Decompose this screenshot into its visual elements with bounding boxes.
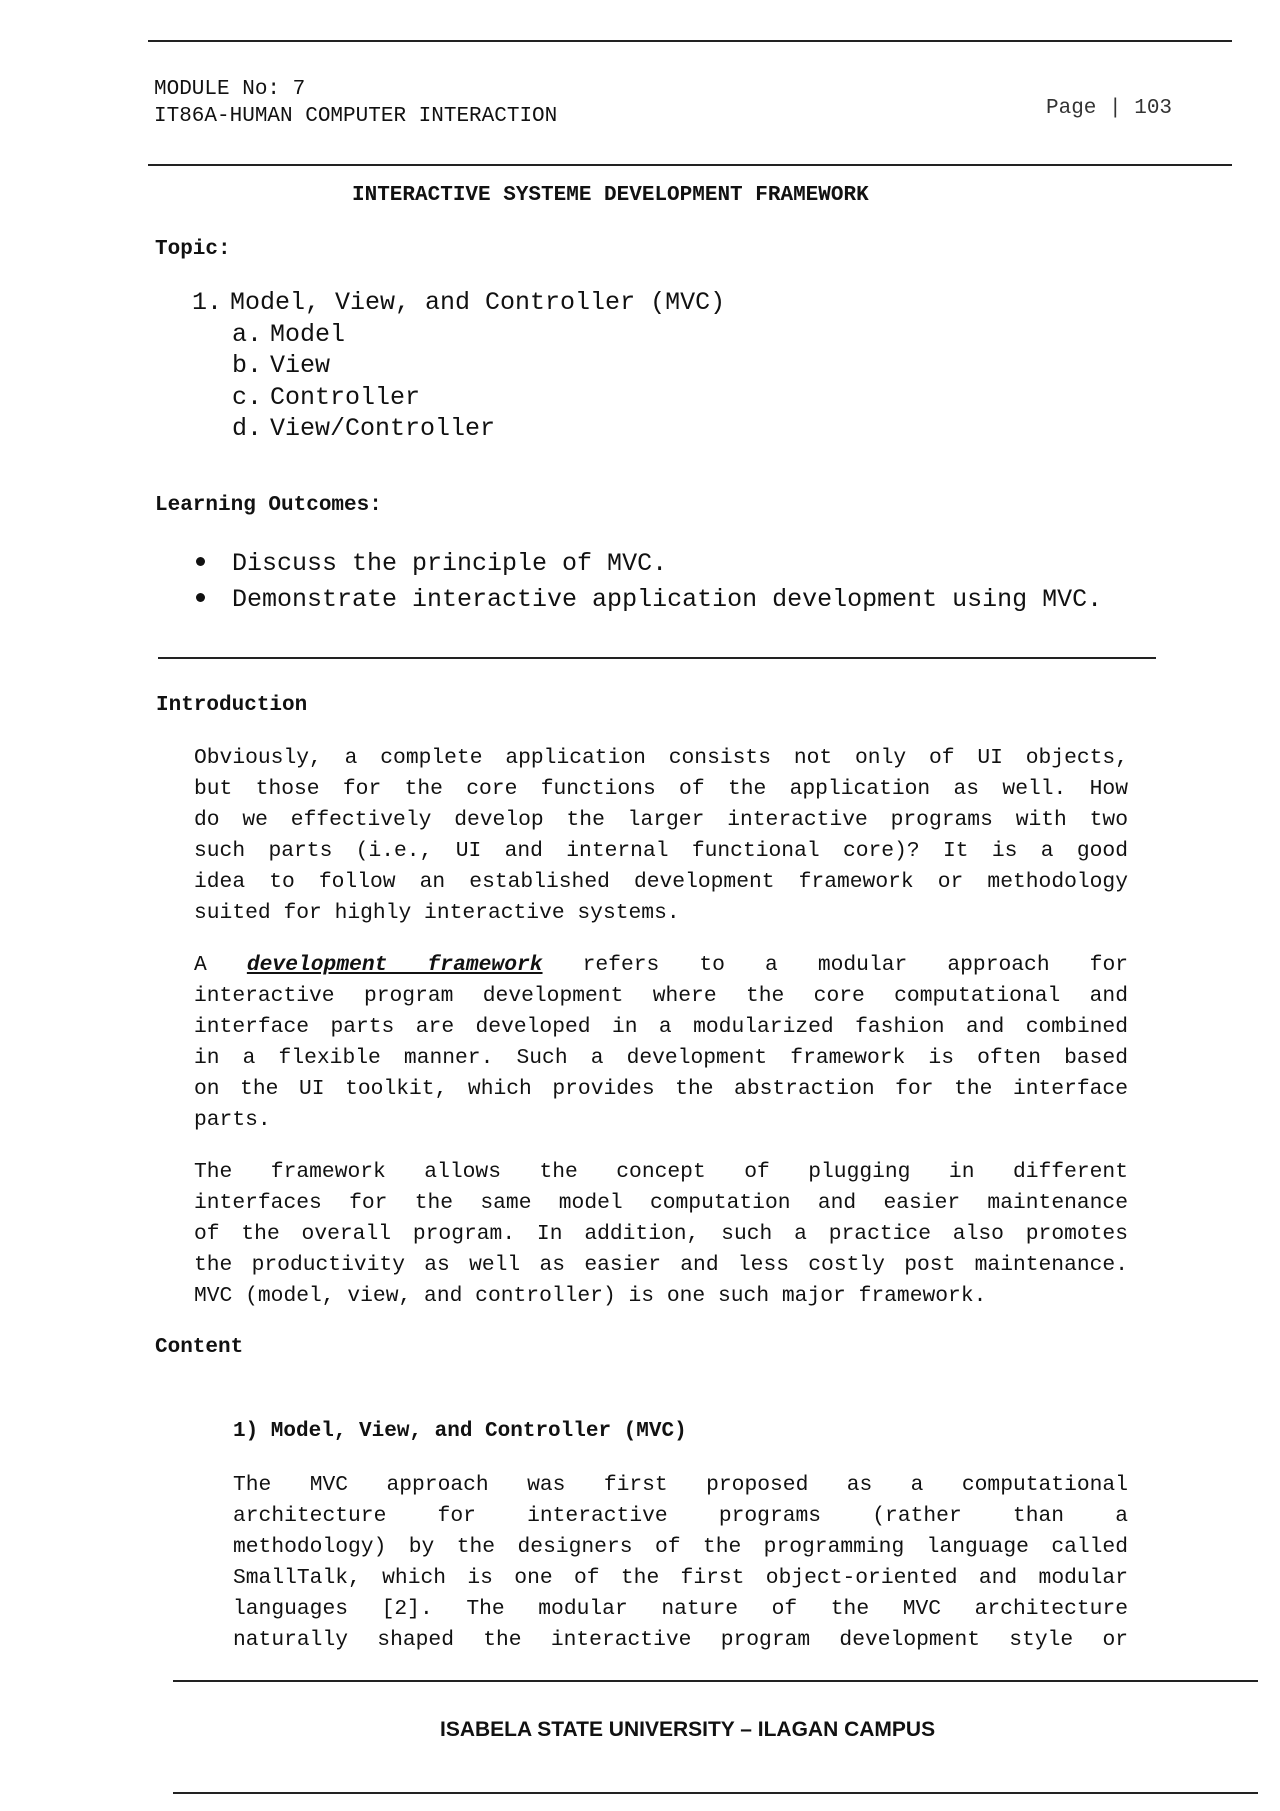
text-line: naturally shaped the interactive program development style or [233, 1628, 1128, 1652]
text-line: SmallTalk, which is one of the first object-oriented and modular [233, 1566, 1128, 1590]
section-divider [158, 657, 1156, 659]
subitem-text: View [270, 351, 331, 380]
footer-bottom-rule [173, 1792, 1258, 1794]
text-line: of the overall program. In addition, such a practice also promotes [194, 1222, 1128, 1246]
outcome-text: Discuss the principle of MVC. [232, 549, 668, 578]
text-line: Obviously, a complete application consists not only of UI objects, [194, 746, 1128, 770]
text-line: idea to follow an established development framework or methodology [194, 870, 1128, 894]
course-title: IT86A-HUMAN COMPUTER INTERACTION [154, 105, 558, 128]
topic-item [192, 287, 725, 319]
outcome-item [194, 546, 1102, 582]
topic-item-number: 1. [192, 288, 223, 317]
text-line: methodology) by the designers of the programming language called [233, 1535, 1128, 1559]
text-fragment: A [194, 953, 207, 977]
content-label: Content [155, 1336, 244, 1359]
text-line: MVC (model, view, and controller) is one such major framework. [194, 1284, 987, 1308]
subitem-letter: d. [232, 414, 263, 443]
topic-subitem [192, 350, 725, 382]
subitem-text: View/Controller [270, 414, 496, 443]
topic-subitem [192, 319, 725, 351]
text-line: in a flexible manner. Such a development framework is often based [194, 1046, 1128, 1070]
text-line: interactive program development where the core computational and [194, 984, 1128, 1008]
topic-subitem [192, 413, 725, 445]
outcome-item [194, 582, 1102, 618]
outcomes-list [194, 546, 1102, 618]
subitem-letter: a. [232, 319, 263, 349]
text-line: but those for the core functions of the application as well. How [194, 777, 1128, 801]
text-line: The framework allows the concept of plugging in different [194, 1160, 1128, 1184]
outcome-text: Demonstrate interactive application development using MVC. [232, 585, 1103, 614]
text-line: suited for highly interactive systems. [194, 901, 680, 925]
intro-paragraph-1 [194, 743, 1128, 929]
section-title: 1) Model, View, and Controller (MVC) [233, 1420, 687, 1443]
content-paragraph-1 [233, 1470, 1128, 1656]
page-number: Page | 103 [1046, 97, 1173, 120]
text-fragment: refers to a modular approach for [582, 953, 1129, 977]
topic-label: Topic: [155, 238, 231, 261]
text-line [194, 950, 1128, 981]
header-top-rule [148, 40, 1232, 42]
text-line: The MVC approach was first proposed as a computational [233, 1473, 1128, 1497]
topic-subitem [192, 382, 725, 414]
text-line: languages [2]. The modular nature of the MVC architecture [233, 1597, 1128, 1621]
text-line: parts. [194, 1108, 271, 1132]
text-line: architecture for interactive programs (rather than a [233, 1504, 1128, 1528]
intro-paragraph-3 [194, 1157, 1128, 1312]
footer-top-rule [173, 1680, 1258, 1682]
subitem-text: Controller [270, 382, 421, 412]
header-bottom-rule [148, 164, 1232, 166]
keyword-development-framework: development framework [246, 953, 543, 977]
topic-list [192, 287, 725, 445]
outcomes-label: Learning Outcomes: [155, 494, 382, 517]
page-title: INTERACTIVE SYSTEME DEVELOPMENT FRAMEWORK [352, 184, 869, 207]
subitem-letter: b. [232, 351, 263, 380]
module-number: MODULE No: 7 [154, 78, 306, 101]
text-line: interface parts are developed in a modularized fashion and combined [194, 1015, 1128, 1039]
intro-paragraph-2 [194, 950, 1128, 1136]
text-line: the productivity as well as easier and less costly post maintenance. [194, 1253, 1128, 1277]
subitem-letter: c. [232, 382, 263, 412]
footer-institution: ISABELA STATE UNIVERSITY – ILAGAN CAMPUS [440, 1718, 936, 1741]
text-line: on the UI toolkit, which provides the abstraction for the interface [194, 1077, 1128, 1101]
text-line: interfaces for the same model computation and easier maintenance [194, 1191, 1128, 1215]
text-line: do we effectively develop the larger interactive programs with two [194, 808, 1128, 832]
topic-item-text: Model, View, and Controller (MVC) [230, 288, 726, 317]
subitem-text: Model [270, 319, 346, 349]
introduction-label: Introduction [156, 694, 308, 717]
text-line: such parts (i.e., UI and internal functional core)? It is a good [194, 839, 1128, 863]
